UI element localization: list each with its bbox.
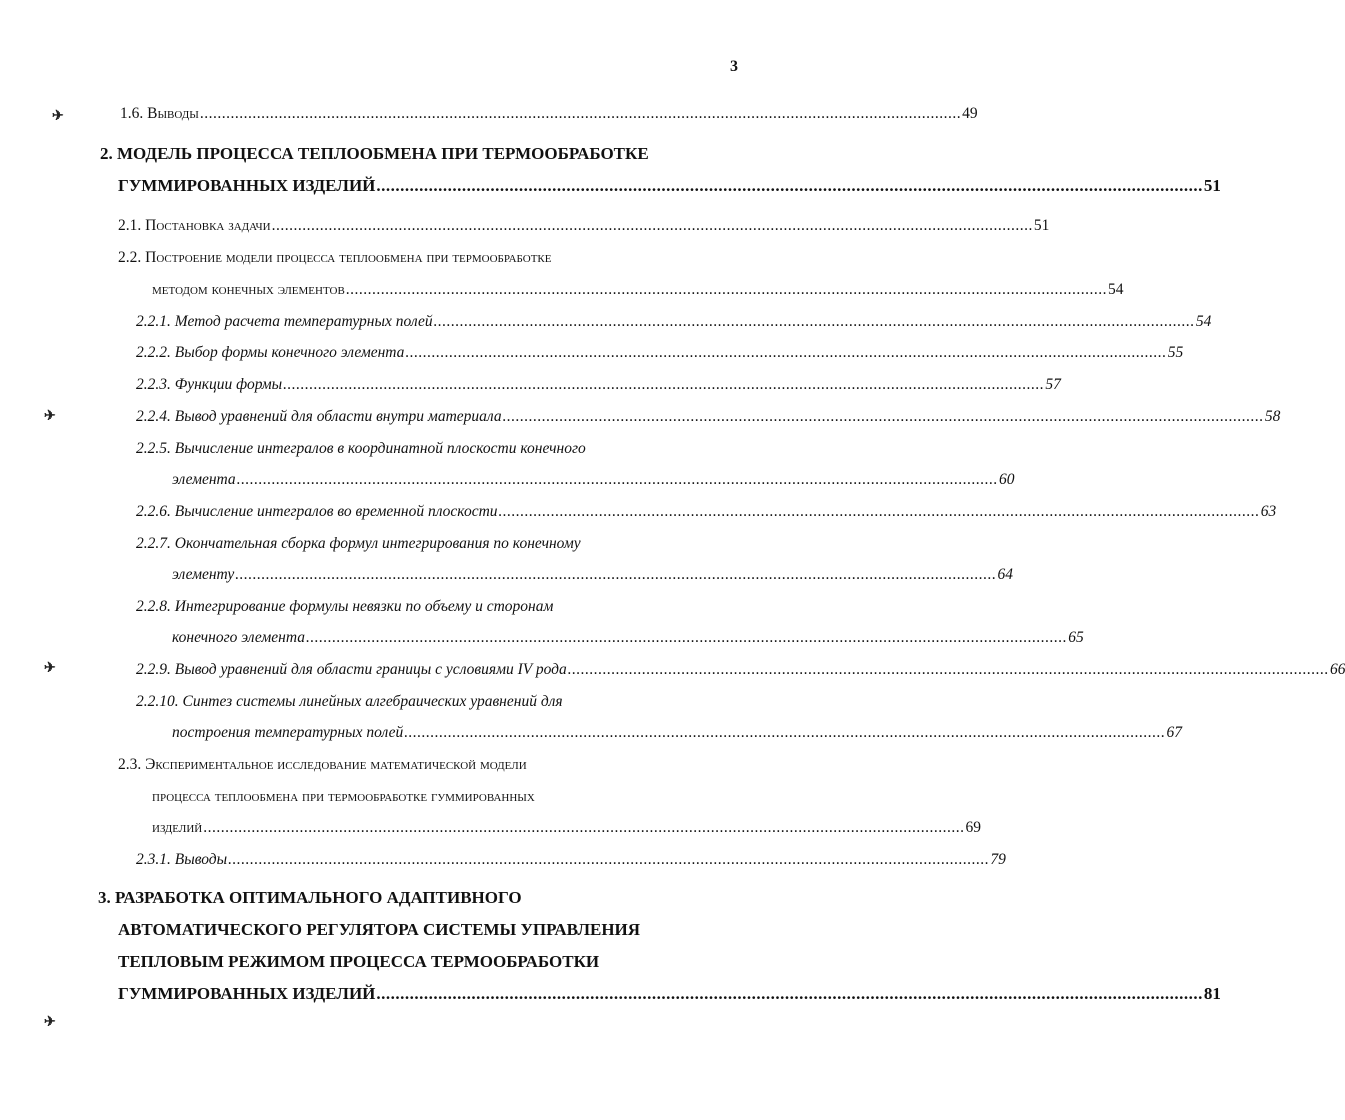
binding-mark-icon: ✈ bbox=[52, 109, 64, 124]
toc-chapter-3-title: 3. РАЗРАБОТКА ОПТИМАЛЬНОГО АДАПТИВНОГО bbox=[98, 888, 522, 907]
toc-entry-2-2-7[interactable]: элементу .............................................................................................................................................................................. 64 bbox=[172, 566, 1013, 583]
toc-entry-3[interactable]: ГУММИРОВАННЫХ ИЗДЕЛИЙ .............................................................................................................................................................................. 81 bbox=[118, 984, 1221, 1003]
toc-entry-2-3[interactable]: изделий .............................................................................................................................................................................. 69 bbox=[152, 819, 981, 836]
toc-entry-2[interactable]: ГУММИРОВАННЫХ ИЗДЕЛИЙ .............................................................................................................................................................................. 51 bbox=[118, 176, 1221, 195]
toc-entry-2-2-10-title: 2.2.10. Синтез системы линейных алгебраических уравнений для bbox=[136, 693, 563, 710]
toc-entry-2-2-6[interactable]: 2.2.6. Вычисление интегралов во временной плоскости .............................................................................................................................................................................. 63 bbox=[136, 503, 1277, 520]
toc-entry-2-3-title: 2.3. Экспериментальное исследование математической модели bbox=[118, 756, 527, 773]
toc-entry-2-2-3[interactable]: 2.2.3. Функции формы .............................................................................................................................................................................. 57 bbox=[136, 376, 1061, 393]
toc-entry-2-2-8[interactable]: конечного элемента .............................................................................................................................................................................. 65 bbox=[172, 629, 1084, 646]
toc-chapter-3-title-line2: АВТОМАТИЧЕСКОГО РЕГУЛЯТОРА СИСТЕМЫ УПРАВЛЕНИЯ bbox=[118, 920, 641, 939]
toc-entry-2-2-8-title: 2.2.8. Интегрирование формулы невязки по объему и сторонам bbox=[136, 598, 554, 615]
toc-entry-2-2-9[interactable]: 2.2.9. Вывод уравнений для области границы с условиями IV рода .............................................................................................................................................................................. 66 bbox=[136, 661, 1345, 678]
toc-entry-2-2-7-title: 2.2.7. Окончательная сборка формул интегрирования по конечному bbox=[136, 535, 581, 552]
toc-entry-2-2-1[interactable]: 2.2.1. Метод расчета температурных полей .............................................................................................................................................................................. 54 bbox=[136, 313, 1212, 330]
binding-mark-icon: ✈ bbox=[44, 661, 56, 676]
toc-entry-2-2-title: 2.2. Построение модели процесса теплообмена при термообработке bbox=[118, 249, 552, 266]
toc-entry-2-2-10[interactable]: построения температурных полей .............................................................................................................................................................................. 67 bbox=[172, 724, 1182, 741]
toc-chapter-2-title: 2. МОДЕЛЬ ПРОЦЕССА ТЕПЛООБМЕНА ПРИ ТЕРМООБРАБОТКЕ bbox=[100, 144, 649, 163]
toc-entry-2-2[interactable]: методом конечных элементов .............................................................................................................................................................................. 54 bbox=[152, 281, 1124, 298]
binding-mark-icon: ✈ bbox=[44, 1015, 56, 1030]
binding-mark-icon: ✈ bbox=[44, 409, 56, 424]
toc-entry-1-6[interactable]: 1.6. Выводы .............................................................................................................................................................................. 49 bbox=[120, 105, 978, 122]
toc-entry-2-2-5-title: 2.2.5. Вычисление интегралов в координатной плоскости конечного bbox=[136, 440, 586, 457]
page-number: 3 bbox=[730, 58, 738, 75]
toc-entry-2-1[interactable]: 2.1. Постановка задачи .............................................................................................................................................................................. 51 bbox=[118, 217, 1050, 234]
toc-chapter-3-title-line3: ТЕПЛОВЫМ РЕЖИМОМ ПРОЦЕССА ТЕРМООБРАБОТКИ bbox=[118, 952, 600, 971]
toc-entry-2-3-1[interactable]: 2.3.1. Выводы .............................................................................................................................................................................. 79 bbox=[136, 851, 1006, 868]
toc-entry-2-2-4[interactable]: 2.2.4. Вывод уравнений для области внутри материала .............................................................................................................................................................................. 58 bbox=[136, 408, 1281, 425]
toc-entry-2-2-5[interactable]: элемента .............................................................................................................................................................................. 60 bbox=[172, 471, 1015, 488]
toc-entry-2-2-2[interactable]: 2.2.2. Выбор формы конечного элемента .............................................................................................................................................................................. 55 bbox=[136, 344, 1184, 361]
toc-entry-2-3-title-line2: процесса теплообмена при термообработке гуммированных bbox=[152, 788, 535, 805]
